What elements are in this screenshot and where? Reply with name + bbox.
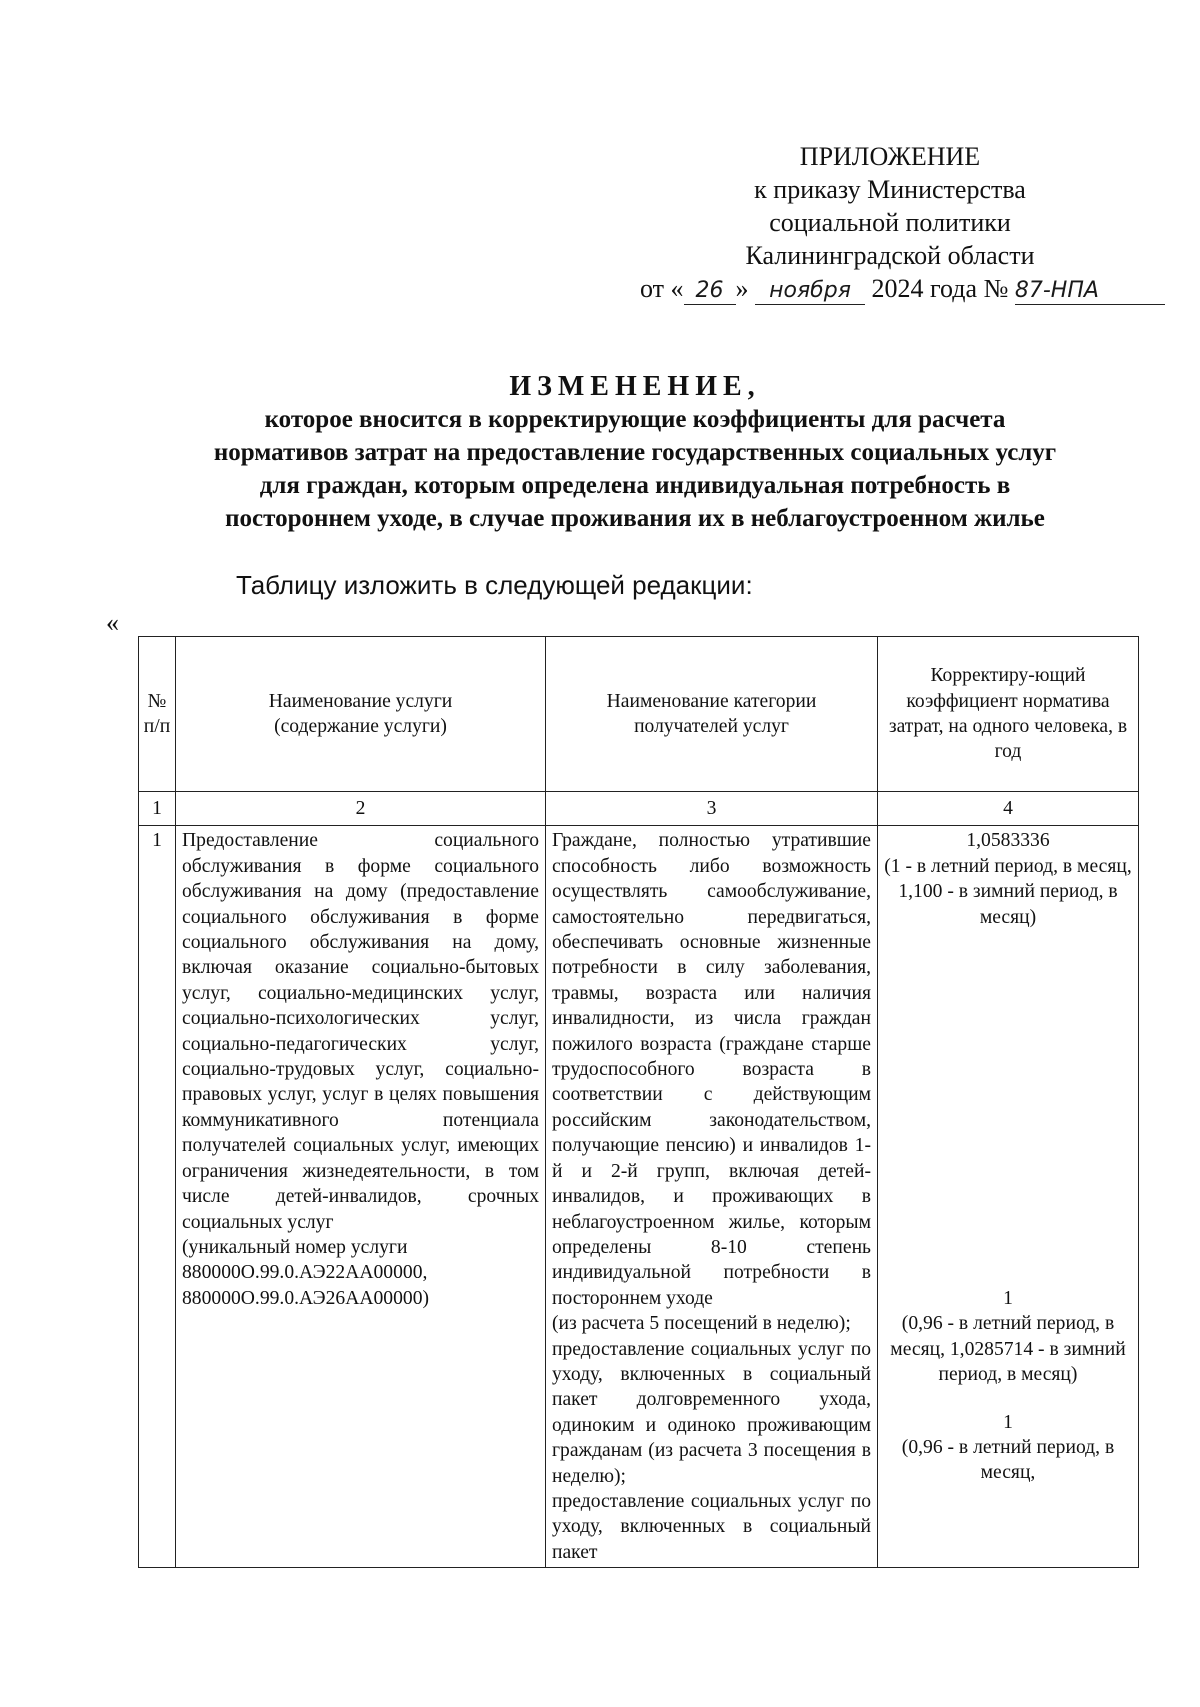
annex-line-3: Калининградской области: [745, 241, 1035, 270]
title-heading: ИЗМЕНЕНИЕ,: [509, 371, 761, 402]
coefficient-a: 1,0583336: [966, 830, 1050, 852]
coefficient-b: 1: [1003, 1288, 1013, 1310]
table-row: [139, 826, 1139, 1568]
annex-date-line: [640, 272, 1140, 305]
service-cell: [176, 826, 546, 1568]
header-service-line-1: Наименование услуги: [268, 690, 453, 712]
title-line-3: для граждан, которым определена индивидуальная потребность в: [259, 472, 1011, 499]
header-number: № п/п: [139, 637, 176, 792]
date-prefix: от «: [640, 274, 684, 303]
category-c: предоставление социальных услуг по уходу, включенных в социальный пакет: [552, 1490, 871, 1563]
coefficient-c-note: (0,96 - в летний период, в месяц,: [901, 1437, 1115, 1484]
annex-line-2: социальной политики: [769, 208, 1011, 237]
coefficient-spacer-1: [884, 930, 1132, 1286]
coefficient-cell: [878, 826, 1139, 1568]
annex-header: [640, 140, 1140, 305]
category-cell: [546, 826, 878, 1568]
annex-title: ПРИЛОЖЕНИЕ: [799, 142, 981, 171]
row-number: 1: [139, 826, 176, 1568]
header-category-line-2: получателей услуг: [634, 716, 789, 737]
title-line-4: постороннем уходе, в случае проживания их в неблагоустроенном жилье: [225, 505, 1045, 532]
service-code-2: 880000О.99.0.АЭ26АА00000): [182, 1287, 430, 1309]
column-number-row: [139, 792, 1139, 826]
header-service-line-2: (содержание услуги): [274, 716, 447, 737]
service-code-1: 880000О.99.0.АЭ22АА00000,: [182, 1262, 428, 1284]
date-month-handwritten: ноября: [755, 278, 865, 305]
opening-quote: «: [106, 608, 119, 637]
coefficient-c: 1: [1003, 1411, 1013, 1433]
header-coefficient: Корректиру-ющий коэффициент норматива затрат, на одного человека, в год: [878, 637, 1139, 792]
coefficient-spacer-2: [884, 1388, 1132, 1410]
order-number-handwritten: 87-НПА: [1015, 278, 1165, 305]
column-number-3: 3: [546, 792, 878, 826]
column-number-1: 1: [139, 792, 176, 826]
coefficients-table: [138, 636, 1139, 1568]
title-line-2: нормативов затрат на предоставление государственных социальных услуг: [213, 439, 1057, 466]
category-a-note: (из расчета 5 посещений в неделю);: [552, 1313, 851, 1335]
table-header-row: [139, 637, 1139, 792]
annex-line-1: к приказу Министерства: [754, 175, 1026, 204]
coefficient-a-note: (1 - в летний период, в месяц, 1,100 - в зимний период, в месяц): [884, 855, 1132, 928]
column-number-4: 4: [878, 792, 1139, 826]
header-category-line-1: Наименование категории: [606, 690, 817, 712]
date-day-handwritten: 26: [684, 278, 736, 305]
date-year: 2024 года №: [871, 274, 1009, 303]
header-category: [546, 637, 878, 792]
header-service: [176, 637, 546, 792]
coefficient-b-note: (0,96 - в летний период, в месяц, 1,0285714 - в зимний период, в месяц): [890, 1313, 1126, 1386]
intro-text: Таблицу изложить в следующей редакции:: [236, 570, 753, 600]
date-mid: »: [735, 274, 749, 303]
document-title: [120, 370, 1150, 535]
service-description: Предоставление социального обслуживания в форме социального обслуживания на дому (предоставление социального обслуживания в форме социального обслуживания на дому, включая оказание социально-бытовых услуг, социально-медицинских услуг, социально-психологических услуг, социально-педагогических услуг, социально-трудовых услуг, социально-правовых услуг, услуг в целях повышения коммуникативного потенциала получателей социальных услуг, имеющих ограничения жизнедеятельности, в том числе детей-инвалидов, срочных социальных услуг: [182, 830, 539, 1233]
column-number-2: 2: [176, 792, 546, 826]
title-line-1: которое вносится в корректирующие коэффициенты для расчета: [264, 406, 1006, 433]
category-b: предоставление социальных услуг по уходу, включенных в социальный пакет долговременного ухода, одиноким и одиноко проживающим гражданам (из расчета 3 посещения в неделю);: [552, 1338, 871, 1487]
category-a: Граждане, полностью утратившие способность либо возможность осуществлять самообслуживание, самостоятельно передвигаться, обеспечивать основные жизненные потребности в силу заболевания, травмы, возраста или наличия инвалидности, из числа граждан пожилого возраста (граждане старше трудоспособного возраста в соответствии с действующим российским законодательством, получающие пенсию) и инвалидов 1-й и 2-й групп, включая детей-инвалидов, и проживающих в неблагоустроенном жилье, которым определены 8-10 степень индивидуальной потребности в постороннем уходе: [552, 830, 871, 1309]
service-code-label: (уникальный номер услуги: [182, 1236, 408, 1258]
